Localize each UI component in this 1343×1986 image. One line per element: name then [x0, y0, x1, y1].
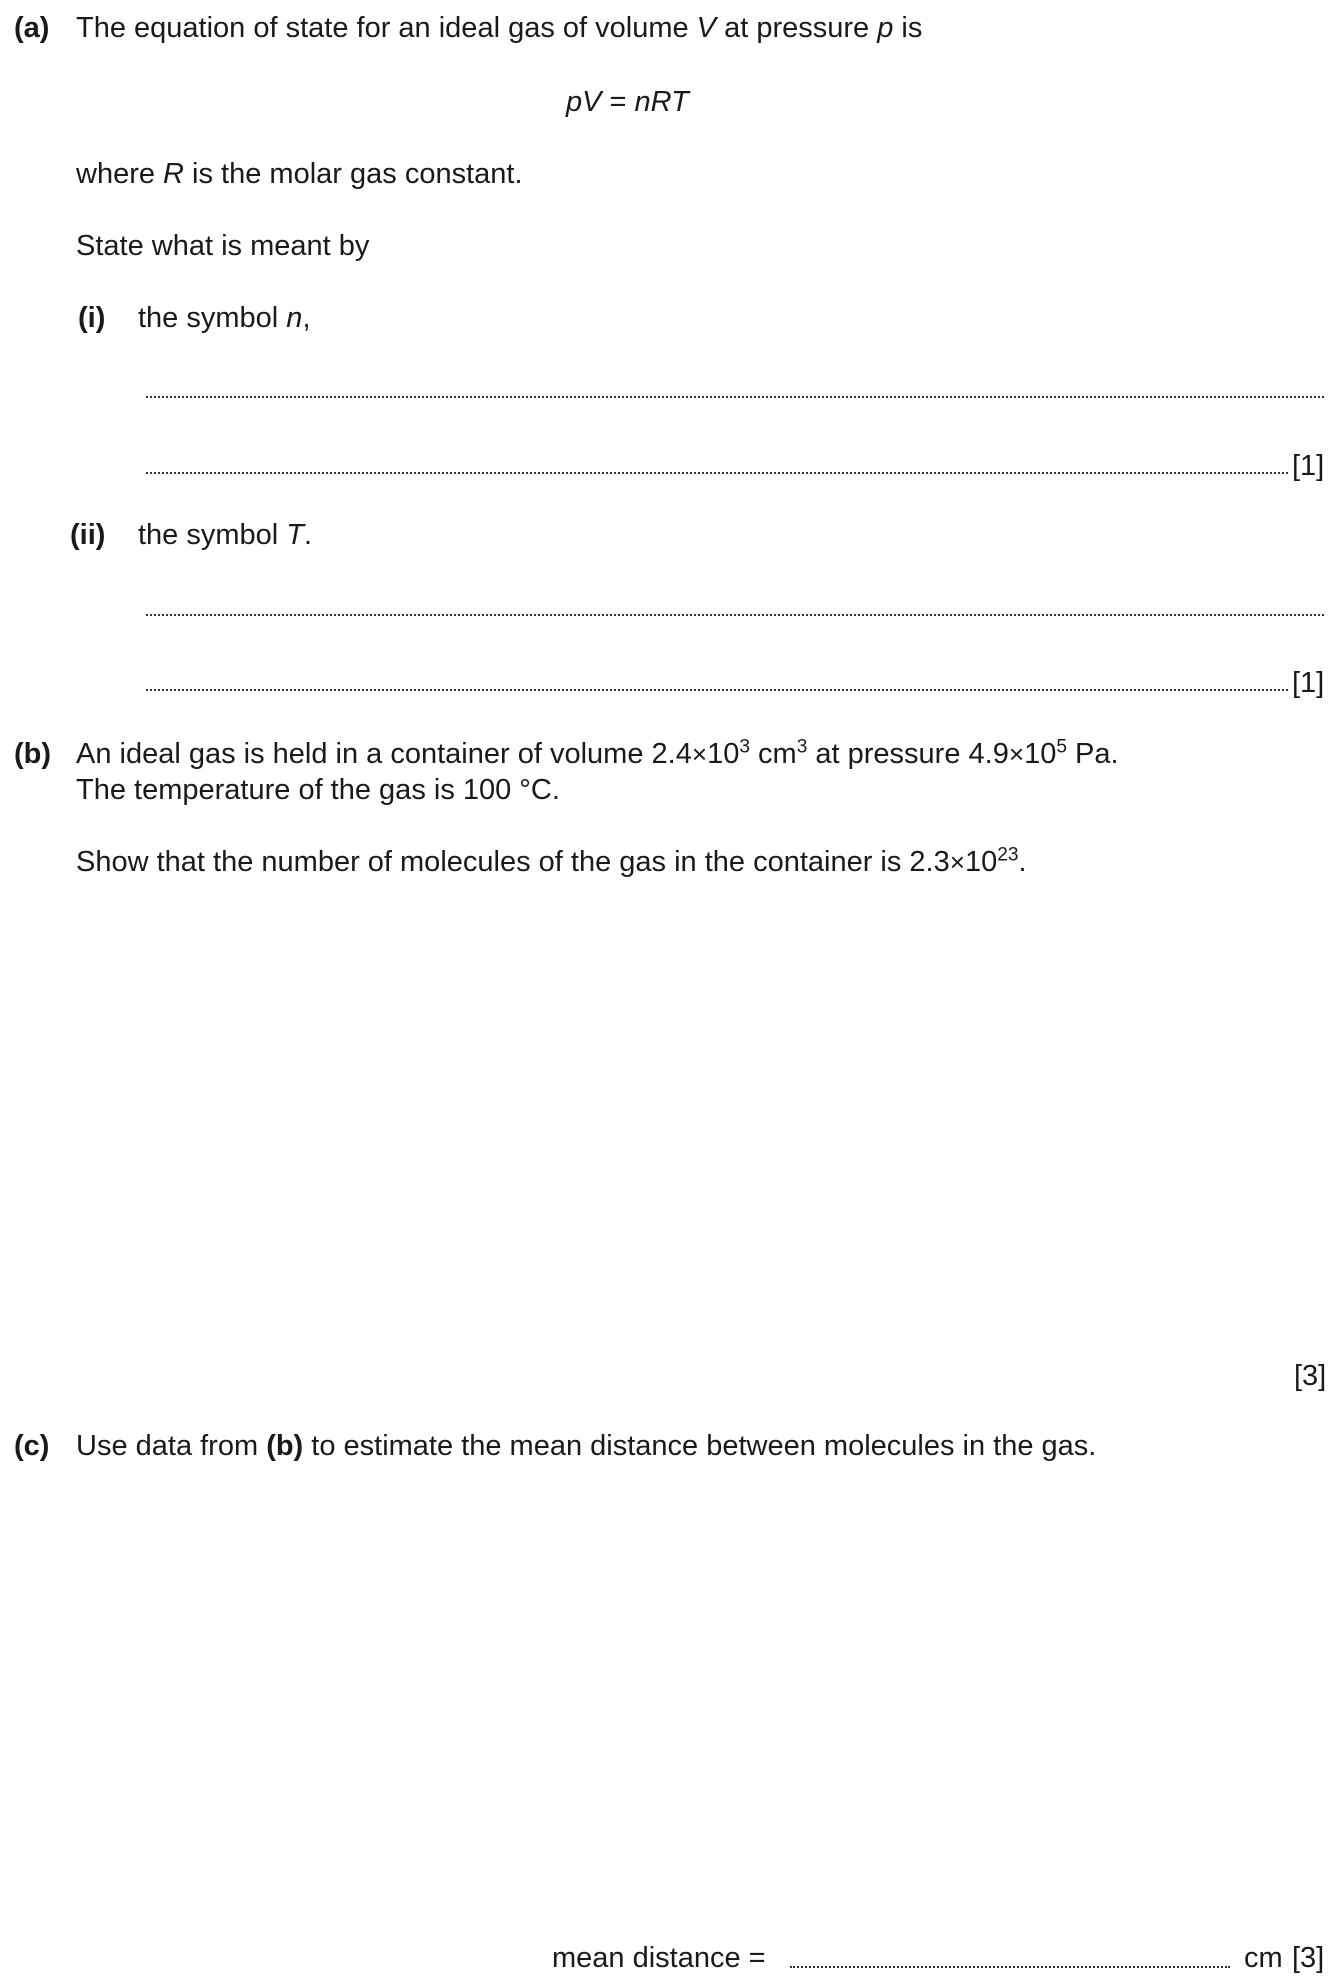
eq-nRT: nRT — [634, 86, 689, 118]
answer-line-ii-1[interactable] — [146, 614, 1324, 616]
where-text-2: is the molar gas constant. — [184, 158, 523, 190]
b-l1-b: 10 — [707, 738, 740, 770]
part-a-label: (a) — [14, 12, 50, 44]
part-b-line-1 — [76, 736, 1119, 770]
symbol-T: T — [286, 519, 305, 551]
b-l3-a: Show that the number of molecules of the gas in the container is 2.3 — [76, 846, 950, 878]
where-R-text — [76, 160, 523, 189]
answer-line-i-2[interactable] — [146, 472, 1288, 474]
sub-i-text-1: the symbol — [138, 302, 287, 334]
times-sign: × — [949, 847, 965, 877]
b-l1-a: An ideal gas is held in a container of volume 2.4 — [76, 738, 692, 770]
sub-ii-text-1: the symbol — [138, 519, 287, 551]
intro-text-3: is — [893, 12, 923, 44]
b-l1-f: Pa. — [1067, 738, 1119, 770]
eq-p: p — [566, 86, 583, 118]
b-l1-e: 10 — [1024, 738, 1057, 770]
symbol-V: V — [696, 12, 717, 44]
eq-V: V — [582, 86, 602, 118]
times-sign: × — [1008, 739, 1025, 769]
ideal-gas-equation — [566, 88, 689, 117]
mark-b: [3] — [1294, 1360, 1327, 1392]
answer-line-ii-2[interactable] — [146, 689, 1288, 691]
b-l1-c: cm — [749, 738, 797, 770]
symbol-R: R — [163, 158, 184, 190]
mean-distance-label: mean distance = — [552, 1942, 774, 1974]
part-c-question — [76, 1432, 1096, 1461]
sub-i-question — [138, 304, 311, 333]
exponent: 5 — [1056, 736, 1067, 758]
part-b-label: (b) — [14, 738, 52, 770]
exponent: 23 — [997, 844, 1019, 866]
intro-text-2: at pressure — [716, 12, 878, 44]
part-b-line-3 — [76, 844, 1027, 878]
symbol-p: p — [877, 12, 894, 44]
mark-ii: [1] — [1292, 667, 1325, 699]
sub-ii-label: (ii) — [70, 519, 106, 551]
c-text-1: Use data from — [76, 1430, 267, 1462]
exponent: 3 — [796, 736, 808, 758]
times-sign: × — [691, 739, 708, 769]
state-instruction: State what is meant by — [76, 230, 370, 262]
sub-ii-text-2: . — [304, 519, 313, 551]
intro-text-1: The equation of state for an ideal gas of volume — [76, 12, 697, 44]
where-text-1: where — [76, 158, 164, 190]
exponent: 3 — [739, 736, 750, 758]
part-c-label: (c) — [14, 1430, 50, 1462]
part-b-line-2: The temperature of the gas is 100 °C. — [76, 774, 560, 806]
b-l1-d: at pressure 4.9 — [807, 738, 1009, 770]
mean-distance-answer-line[interactable] — [790, 1966, 1230, 1968]
sub-i-text-2: , — [302, 302, 311, 334]
c-ref: (b) — [266, 1430, 304, 1462]
sub-ii-question — [138, 521, 312, 550]
eq-equals: = — [601, 86, 635, 118]
unit-cm: cm — [1244, 1942, 1283, 1974]
symbol-n: n — [286, 302, 303, 334]
c-text-2: to estimate the mean distance between molecules in the gas. — [303, 1430, 1097, 1462]
sub-i-label: (i) — [78, 302, 106, 334]
mark-i: [1] — [1292, 450, 1325, 482]
mark-c: [3] — [1292, 1942, 1325, 1974]
answer-line-i-1[interactable] — [146, 396, 1324, 398]
b-l3-c: . — [1018, 846, 1027, 878]
part-a-intro — [76, 14, 922, 43]
b-l3-b: 10 — [965, 846, 998, 878]
